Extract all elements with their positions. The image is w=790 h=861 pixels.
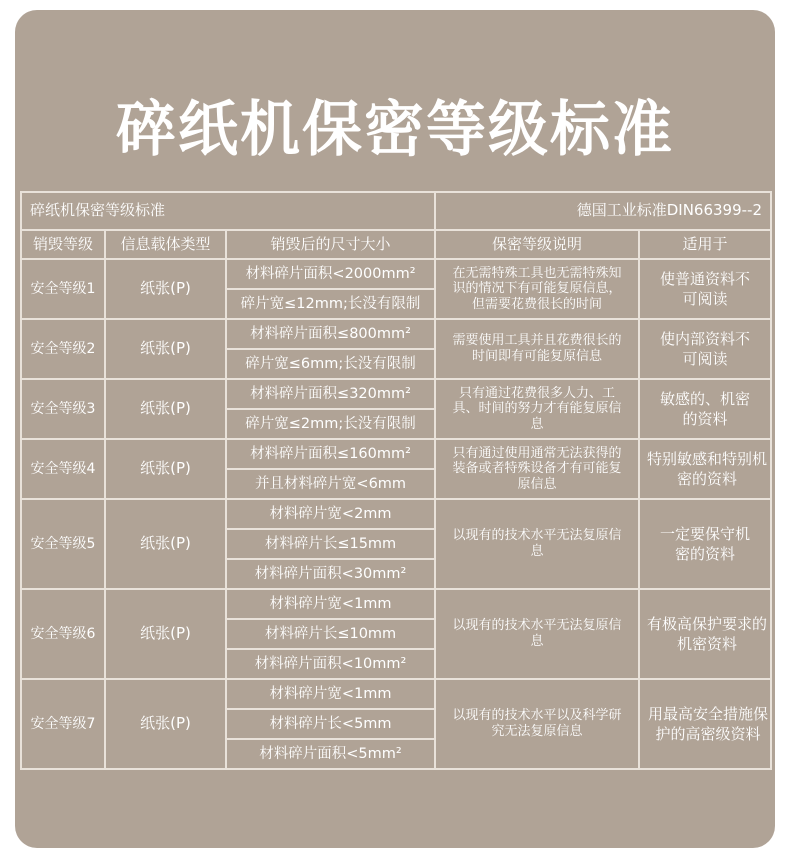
usage-cell bbox=[639, 499, 771, 589]
column-header-medium: 信息载体类型 bbox=[105, 230, 226, 259]
table-row bbox=[21, 319, 771, 349]
column-header-row bbox=[21, 230, 771, 259]
table-row bbox=[21, 379, 771, 409]
description-cell bbox=[435, 439, 639, 499]
description-cell-text: 以现有的技术水平无法复原信息 bbox=[452, 528, 622, 559]
table-caption-row bbox=[21, 192, 771, 230]
usage-cell bbox=[639, 259, 771, 319]
usage-cell-text: 一定要保守机密的资料 bbox=[660, 524, 751, 563]
security-level-cell bbox=[21, 319, 105, 379]
usage-cell bbox=[639, 589, 771, 679]
info-card bbox=[15, 10, 775, 848]
usage-cell-text: 有极高保护要求的机密资料 bbox=[647, 614, 768, 653]
security-level-cell-text: 安全等级2 bbox=[30, 340, 96, 357]
description-cell-text: 以现有的技术水平无法复原信息 bbox=[452, 618, 622, 649]
size-cell: 碎片宽≤12mm;长没有限制 bbox=[226, 289, 435, 319]
description-cell-text: 在无需特殊工具也无需特殊知识的情况下有可能复原信息，但需要花费很长的时间 bbox=[452, 265, 622, 312]
security-level-cell bbox=[21, 589, 105, 679]
description-cell-text: 只有通过花费很多人力、工具、时间的努力才有能复原信息 bbox=[452, 385, 622, 432]
description-cell bbox=[435, 499, 639, 589]
medium-cell bbox=[105, 319, 226, 379]
medium-cell-text: 纸张(P) bbox=[140, 339, 191, 358]
medium-cell bbox=[105, 379, 226, 439]
description-cell-text: 以现有的技术水平以及科学研究无法复原信息 bbox=[452, 708, 622, 739]
column-header-level: 销毁等级 bbox=[21, 230, 105, 259]
size-cell: 材料碎片面积≤800mm² bbox=[226, 319, 435, 349]
usage-cell-text: 特别敏感和特别机密的资料 bbox=[647, 449, 768, 488]
medium-cell-text: 纸张(P) bbox=[140, 714, 191, 733]
description-cell bbox=[435, 379, 639, 439]
medium-cell-text: 纸张(P) bbox=[140, 459, 191, 478]
column-header-size: 销毁后的尺寸大小 bbox=[226, 230, 435, 259]
medium-cell-text: 纸张(P) bbox=[140, 399, 191, 418]
security-level-table bbox=[20, 191, 772, 770]
description-cell-text: 只有通过使用通常无法获得的装备或者特殊设备才有可能复原信息 bbox=[452, 445, 622, 492]
security-level-cell-text: 安全等级7 bbox=[30, 715, 96, 732]
security-level-cell bbox=[21, 499, 105, 589]
description-cell-text: 需要使用工具并且花费很长的时间即有可能复原信息 bbox=[452, 333, 622, 364]
size-cell: 材料碎片长≤10mm bbox=[226, 619, 435, 649]
size-cell: 材料碎片宽<2mm bbox=[226, 499, 435, 529]
size-cell: 材料碎片长≤15mm bbox=[226, 529, 435, 559]
usage-cell-text: 敏感的、机密的资料 bbox=[660, 389, 751, 428]
security-level-cell bbox=[21, 379, 105, 439]
usage-cell bbox=[639, 319, 771, 379]
security-level-cell-text: 安全等级4 bbox=[30, 460, 96, 477]
standard-label: 德国工业标准DIN66399--2 bbox=[435, 192, 771, 230]
table-row bbox=[21, 679, 771, 709]
medium-cell bbox=[105, 679, 226, 769]
medium-cell bbox=[105, 499, 226, 589]
usage-cell-text: 使普通资料不可阅读 bbox=[660, 269, 751, 308]
security-level-cell-text: 安全等级3 bbox=[30, 400, 96, 417]
description-cell bbox=[435, 589, 639, 679]
table-row bbox=[21, 499, 771, 529]
description-cell bbox=[435, 259, 639, 319]
usage-cell bbox=[639, 439, 771, 499]
size-cell: 材料碎片面积<2000mm² bbox=[226, 259, 435, 289]
size-cell: 材料碎片宽<1mm bbox=[226, 589, 435, 619]
description-cell bbox=[435, 319, 639, 379]
size-cell: 材料碎片面积≤160mm² bbox=[226, 439, 435, 469]
medium-cell-text: 纸张(P) bbox=[140, 279, 191, 298]
security-level-cell-text: 安全等级5 bbox=[30, 535, 96, 552]
security-level-cell-text: 安全等级6 bbox=[30, 625, 96, 642]
size-cell: 碎片宽≤2mm;长没有限制 bbox=[226, 409, 435, 439]
size-cell: 材料碎片面积<5mm² bbox=[226, 739, 435, 769]
size-cell: 材料碎片长<5mm bbox=[226, 709, 435, 739]
table-caption: 碎纸机保密等级标准 bbox=[21, 192, 435, 230]
page-title: 碎纸机保密等级标准 bbox=[116, 95, 674, 165]
medium-cell-text: 纸张(P) bbox=[140, 624, 191, 643]
size-cell: 并且材料碎片宽<6mm bbox=[226, 469, 435, 499]
medium-cell-text: 纸张(P) bbox=[140, 534, 191, 553]
size-cell: 材料碎片面积<30mm² bbox=[226, 559, 435, 589]
security-level-cell bbox=[21, 259, 105, 319]
size-cell: 材料碎片面积<10mm² bbox=[226, 649, 435, 679]
security-level-cell bbox=[21, 439, 105, 499]
security-level-cell bbox=[21, 679, 105, 769]
column-header-description: 保密等级说明 bbox=[435, 230, 639, 259]
description-cell bbox=[435, 679, 639, 769]
usage-cell-text: 使内部资料不可阅读 bbox=[660, 329, 751, 368]
size-cell: 材料碎片面积≤320mm² bbox=[226, 379, 435, 409]
medium-cell bbox=[105, 259, 226, 319]
medium-cell bbox=[105, 439, 226, 499]
usage-cell-text: 用最高安全措施保护的高密级资料 bbox=[648, 704, 769, 743]
size-cell: 材料碎片宽<1mm bbox=[226, 679, 435, 709]
column-header-usage: 适用于 bbox=[639, 230, 771, 259]
medium-cell bbox=[105, 589, 226, 679]
usage-cell bbox=[639, 679, 771, 769]
size-cell: 碎片宽≤6mm;长没有限制 bbox=[226, 349, 435, 379]
table-row bbox=[21, 259, 771, 289]
security-level-cell-text: 安全等级1 bbox=[30, 280, 96, 297]
table-row bbox=[21, 589, 771, 619]
usage-cell bbox=[639, 379, 771, 439]
table-row bbox=[21, 439, 771, 469]
